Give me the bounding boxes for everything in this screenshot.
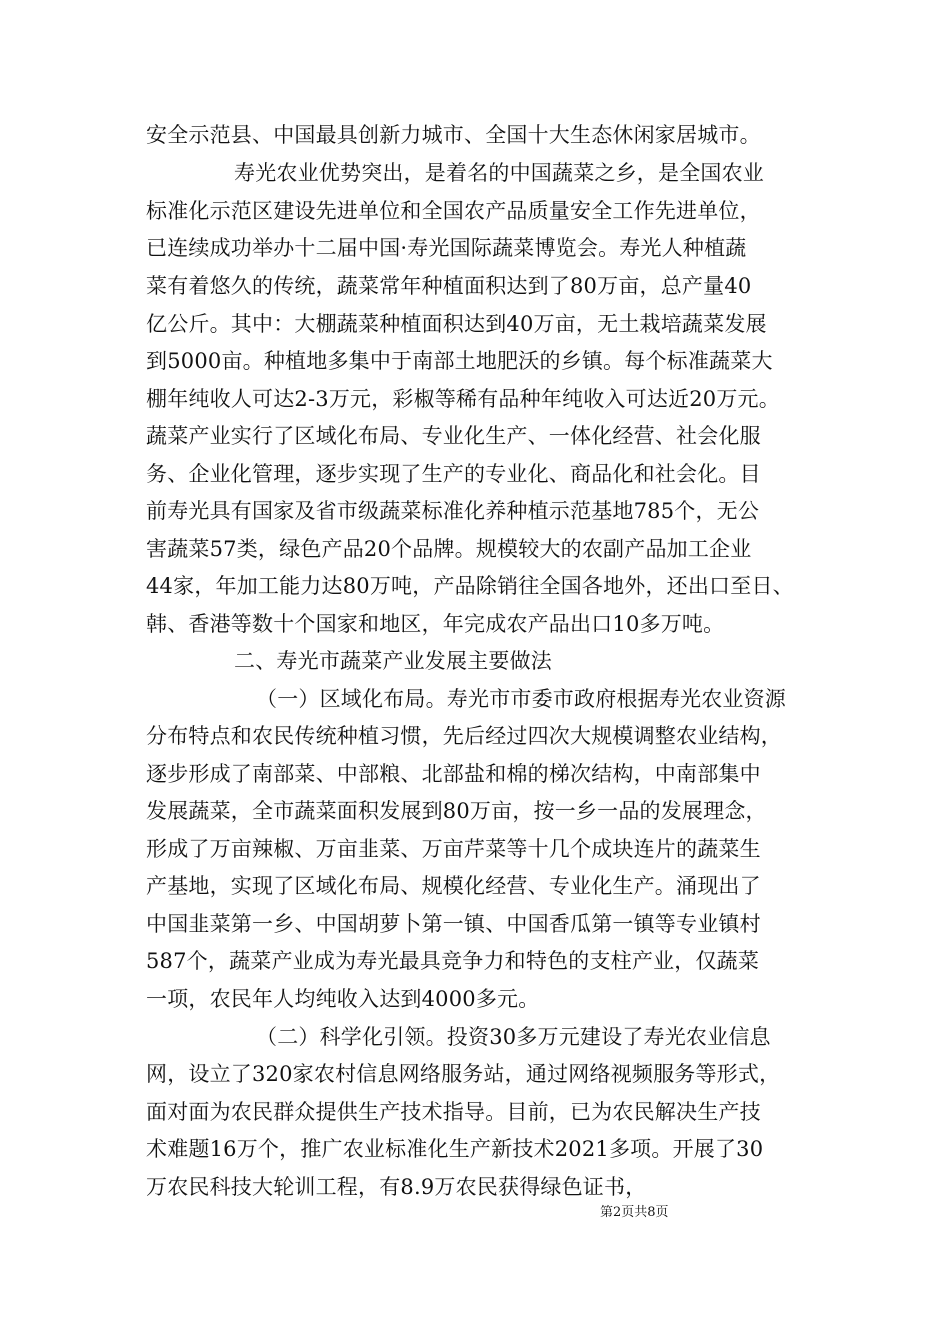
text-line: 产基地，实现了区域化布局、规模化经营、专业化生产。涌现出了 xyxy=(146,874,761,898)
text-line: 分布特点和农民传统种植习惯，先后经过四次大规模调整农业结构， xyxy=(146,724,782,748)
text-line: 棚年纯收人可达2-3万元，彩椒等稀有品种年纯收入可达近20万元。 xyxy=(146,387,780,411)
subsection-heading: （二）科学化引领。投资30多万元建设了寿光农业信息 xyxy=(256,1025,771,1049)
text-line: 务、企业化管理，逐步实现了生产的专业化、商品化和社会化。目 xyxy=(146,462,761,486)
text-line: 逐步形成了南部菜、中部粮、北部盐和棉的梯次结构，中南部集中 xyxy=(146,762,761,786)
text-line: 到5000亩。种植地多集中于南部土地肥沃的乡镇。每个标准蔬菜大 xyxy=(146,349,773,373)
text-line: 蔬菜产业实行了区域化布局、专业化生产、一体化经营、社会化服 xyxy=(146,424,761,448)
text-line: 面对面为农民群众提供生产技术指导。目前，已为农民解决生产技 xyxy=(146,1100,761,1124)
subsection-heading: （一）区域化布局。寿光市市委市政府根据寿光农业资源 xyxy=(256,687,786,711)
text-line: 安全示范县、中国最具创新力城市、全国十大生态休闲家居城市。 xyxy=(146,123,761,147)
text-line: 亿公斤。其中：大棚蔬菜种植面积达到40万亩，无土栽培蔬菜发展 xyxy=(146,312,767,336)
text-line: 中国韭菜第一乡、中国胡萝卜第一镇、中国香瓜第一镇等专业镇村 xyxy=(146,912,761,936)
text-line: 万农民科技大轮训工程，有8.9万农民获得绿色证书， xyxy=(146,1175,647,1199)
text-line: 形成了万亩辣椒、万亩韭菜、万亩芹菜等十几个成块连片的蔬菜生 xyxy=(146,837,761,861)
text-line: 标准化示范区建设先进单位和全国农产品质量安全工作先进单位， xyxy=(146,199,761,223)
text-line: 587个，蔬菜产业成为寿光最具竞争力和特色的支柱产业，仅蔬菜 xyxy=(146,949,760,973)
text-line: 害蔬菜57类，绿色产品20个品牌。规模较大的农副产品加工企业 xyxy=(146,537,752,561)
paragraph-start: 寿光农业优势突出，是着名的中国蔬菜之乡，是全国农业 xyxy=(234,161,764,185)
text-line: 术难题16万个，推广农业标准化生产新技术2021多项。开展了30 xyxy=(146,1137,764,1161)
text-line: 韩、香港等数十个国家和地区，年完成农产品出口10多万吨。 xyxy=(146,612,725,636)
text-line: 44家，年加工能力达80万吨，产品除销往全国各地外，还出口至日、 xyxy=(146,574,794,598)
text-line: 已连续成功举办十二届中国·寿光国际蔬菜博览会。寿光人种植蔬 xyxy=(146,236,747,260)
text-line: 发展蔬菜，全市蔬菜面积发展到80万亩，按一乡一品的发展理念， xyxy=(146,799,767,823)
page-number: 第2页共8页 xyxy=(600,1205,669,1220)
section-heading: 二、寿光市蔬菜产业发展主要做法 xyxy=(234,649,552,673)
text-line: 一项，农民年人均纯收入达到4000多元。 xyxy=(146,987,540,1011)
text-line: 菜有着悠久的传统，蔬菜常年种植面积达到了80万亩，总产量40 xyxy=(146,274,752,298)
text-line: 前寿光具有国家及省市级蔬菜标准化养种植示范基地785个，无公 xyxy=(146,499,760,523)
text-line: 网，设立了320家农村信息网络服务站，通过网络视频服务等形式， xyxy=(146,1062,781,1086)
